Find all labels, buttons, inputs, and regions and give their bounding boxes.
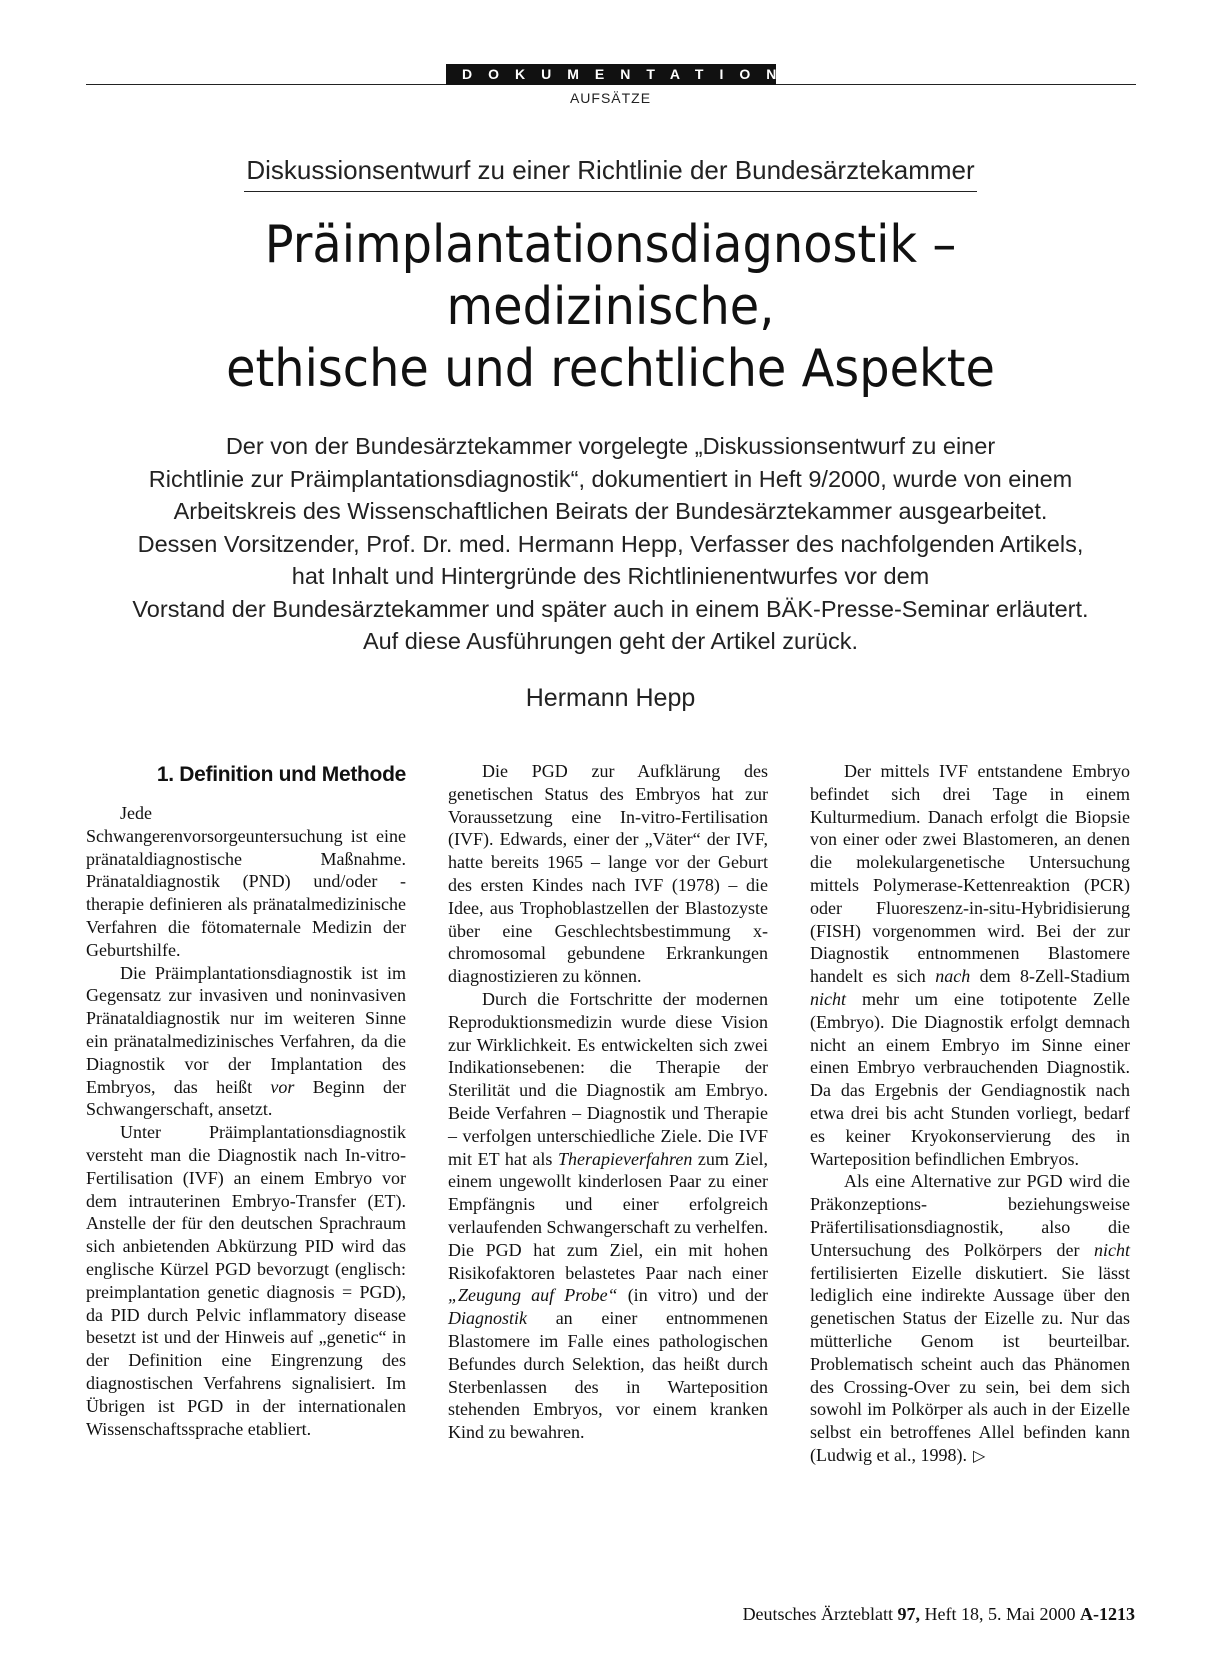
- page-footer: [743, 1604, 1135, 1625]
- text-run: Beginn der Schwangerschaft, ansetzt.: [86, 1076, 406, 1120]
- emphasis: Diagnostik: [448, 1308, 527, 1329]
- emphasis: „Zeugung auf Probe“: [448, 1285, 618, 1306]
- emphasis: nicht: [810, 988, 846, 1009]
- text-run: an einer entnommenen Blastomere im Falle eines pathologischen Befundes durch Selektion, das heißt durch Sterbenlassen des in Warteposition stehenden Embryos, vor einem kranken Kind zu bewahren.: [448, 1308, 768, 1443]
- text-run: (in vitro) und der: [617, 1285, 769, 1306]
- author-name: Hermann Hepp: [525, 684, 696, 712]
- text-run: Durch die Fortschritte der modernen Reproduktionsmedizin wurde diese Vision zur Wirklichkeit. Es entwickelten sich zwei Indikationsebenen: die Therapie der Sterilität und die Diagnostik am Embryo. Beide Verfahren – Diagnostik und Therapie – verfolgen unterschiedliche Ziele. Die IVF mit ET hat als: [448, 988, 768, 1169]
- lead-line: Vorstand der Bundesärztekammer und später auch in einem BÄK-Presse-Seminar erläutert.: [132, 595, 1089, 622]
- emphasis: Therapieverfahren: [558, 1148, 693, 1169]
- paragraph: [810, 760, 1130, 1170]
- paragraph: [86, 962, 406, 1122]
- lead-line: hat Inhalt und Hintergründe des Richtlinienentwurfes vor dem: [291, 563, 930, 589]
- emphasis: nicht: [1094, 1239, 1130, 1260]
- emphasis: vor: [270, 1076, 295, 1097]
- footer-journal: Deutsches Ärzteblatt: [742, 1604, 898, 1624]
- footer-page: A-1213: [1080, 1604, 1135, 1624]
- text-run: Die Präimplantationsdiagnostik ist im Gegensatz zur invasiven und noninvasiven Pränataldiagnostik nur im weiteren Sinne ein pränatalmedizinisches Verfahren, da die Diagnostik vor der Implantation des Embryos, das heißt: [86, 962, 406, 1097]
- text-run: zum Ziel, einem ungewollt kinderlosen Paar zu einer Empfängnis und einer erfolgreich verlaufenden Schwangerschaft zu verhelfen. Die PGD hat zum Ziel, ein mit hohen Risikofaktoren belastetes Paar nach einer: [448, 1148, 769, 1283]
- text-run: fertilisierten Eizelle diskutiert. Sie lässt lediglich eine indirekte Aussage über den genetischen Status der Eizelle zu. Nur das mütterliche Genom ist beurteilbar. Problematisch scheint auch das Phänomen des Crossing-Over zu sein, bei dem sich sowohl im Polkörper als auch in der Eizelle selbst ein betroffenes Allel befinden kann (Ludwig et al., 1998).: [810, 1262, 1130, 1465]
- paragraph: [810, 1170, 1130, 1467]
- text-run: dem 8-Zell-Stadium: [970, 966, 1130, 987]
- emphasis: nach: [935, 966, 971, 987]
- paragraph: Unter Präimplantationsdiagnostik versteht man die Diagnostik nach In-vitro-Fertilisation (IVF) an einem Embryo vor dem intrauterinen Embryo-Transfer (ET). Anstelle der für den deutschen Sprachraum sich anbietenden Abkürzung PID wird das englische Kürzel PGD bevorzugt (englisch: preimplantation genetic diagnosis = PGD), da PID durch Pelvic inflammatory disease besetzt ist und der Hinweis auf „genetic“ in der Definition eine Eingrenzung des diagnostischen Verfahrens signalisiert. Im Übrigen ist PGD in der internationalen Wissenschaftssprache etabliert.: [86, 1122, 406, 1439]
- lead-paragraph: [60, 430, 1161, 658]
- section-tag: DOKUMENTATION: [446, 64, 776, 85]
- title-line: ethische und rechtliche Aspekte: [226, 339, 995, 399]
- paragraph: Die PGD zur Aufklärung des genetischen Status des Embryos hat zur Voraussetzung eine In-vitro-Fertilisation (IVF). Edwards, einer der „Väter“ der IVF, hatte bereits 1965 – lange vor der Geburt des ersten Kindes nach IVF (1978) – die Idee, aus Trophoblastzellen der Blastozyste über eine Geschlechtsbestimmung x-chromosomal gebundene Erkrankungen diagnostizieren zu können.: [448, 761, 768, 987]
- section-heading: 1. Definition und Methode: [156, 763, 406, 786]
- footer-volume: 97,: [897, 1604, 921, 1624]
- paragraph: Jede Schwangerenvorsorgeuntersuchung ist eine pränataldiagnostische Maßnahme. Pränataldiagnostik (PND) und/oder -therapie definieren als pränatalmedizinische Verfahren die fötomaternale Medizin der Geburtshilfe.: [86, 803, 406, 960]
- lead-line: Richtlinie zur Präimplantationsdiagnostik“, dokumentiert in Heft 9/2000, wurde von einem: [148, 465, 1073, 492]
- text-run: Der mittels IVF entstandene Embryo befindet sich drei Tage in einem Kulturmedium. Danach erfolgt die Biopsie von einer oder zwei Blastomeren, an denen die molekulargenetische Untersuchung mittels Polymerase-Kettenreaktion (PCR) oder Fluoreszenz-in-situ-Hybridisierung (FISH) vorgenommen wird. Bei der zur Diagnostik entnommenen Blastomere handelt es sich: [810, 761, 1130, 987]
- column-1: [86, 762, 406, 1440]
- lead-line: Der von der Bundesärztekammer vorgelegte „Diskussionsentwurf zu einer: [225, 433, 996, 459]
- title-line: medizinische,: [446, 277, 775, 337]
- lead-line: Auf diese Ausführungen geht der Artikel zurück.: [362, 628, 859, 654]
- text-run: Als eine Alternative zur PGD wird die Präkonzeptions- beziehungsweise Präfertilisationsdiagnostik, also die Untersuchung des Polkörpers der: [810, 1171, 1130, 1260]
- subsection-label: AUFSÄTZE: [569, 90, 652, 106]
- column-3: [810, 760, 1130, 1468]
- lead-line: Dessen Vorsitzender, Prof. Dr. med. Hermann Hepp, Verfasser des nachfolgenden Artikels,: [137, 530, 1084, 557]
- column-2: [448, 760, 768, 1444]
- kicker: [0, 155, 1221, 192]
- text-run: mehr um eine totipotente Zelle (Embryo). Die Diagnostik erfolgt demnach nicht an einem Embryo im Sinne einer einen Embryo verbrauchenden Diagnostik. Da das Ergebnis der Gendiagnostik nach etwa drei bis acht Stunden vorliegt, bedarf es keiner Kryokonservierung des in Warteposition befindlichen Embryos.: [810, 988, 1130, 1169]
- triangle-right-icon: ▷: [972, 1445, 986, 1465]
- article-title: [49, 214, 1172, 400]
- paragraph: [448, 988, 768, 1444]
- kicker-text: Diskussionsentwurf zu einer Richtlinie der Bundesärztekammer: [244, 155, 976, 192]
- lead-line: Arbeitskreis des Wissenschaftlichen Beirats der Bundesärztekammer ausgearbeitet.: [173, 498, 1048, 524]
- title-line: Präimplantationsdiagnostik –: [264, 215, 957, 275]
- footer-issue: Heft 18, 5. Mai 2000: [920, 1604, 1080, 1624]
